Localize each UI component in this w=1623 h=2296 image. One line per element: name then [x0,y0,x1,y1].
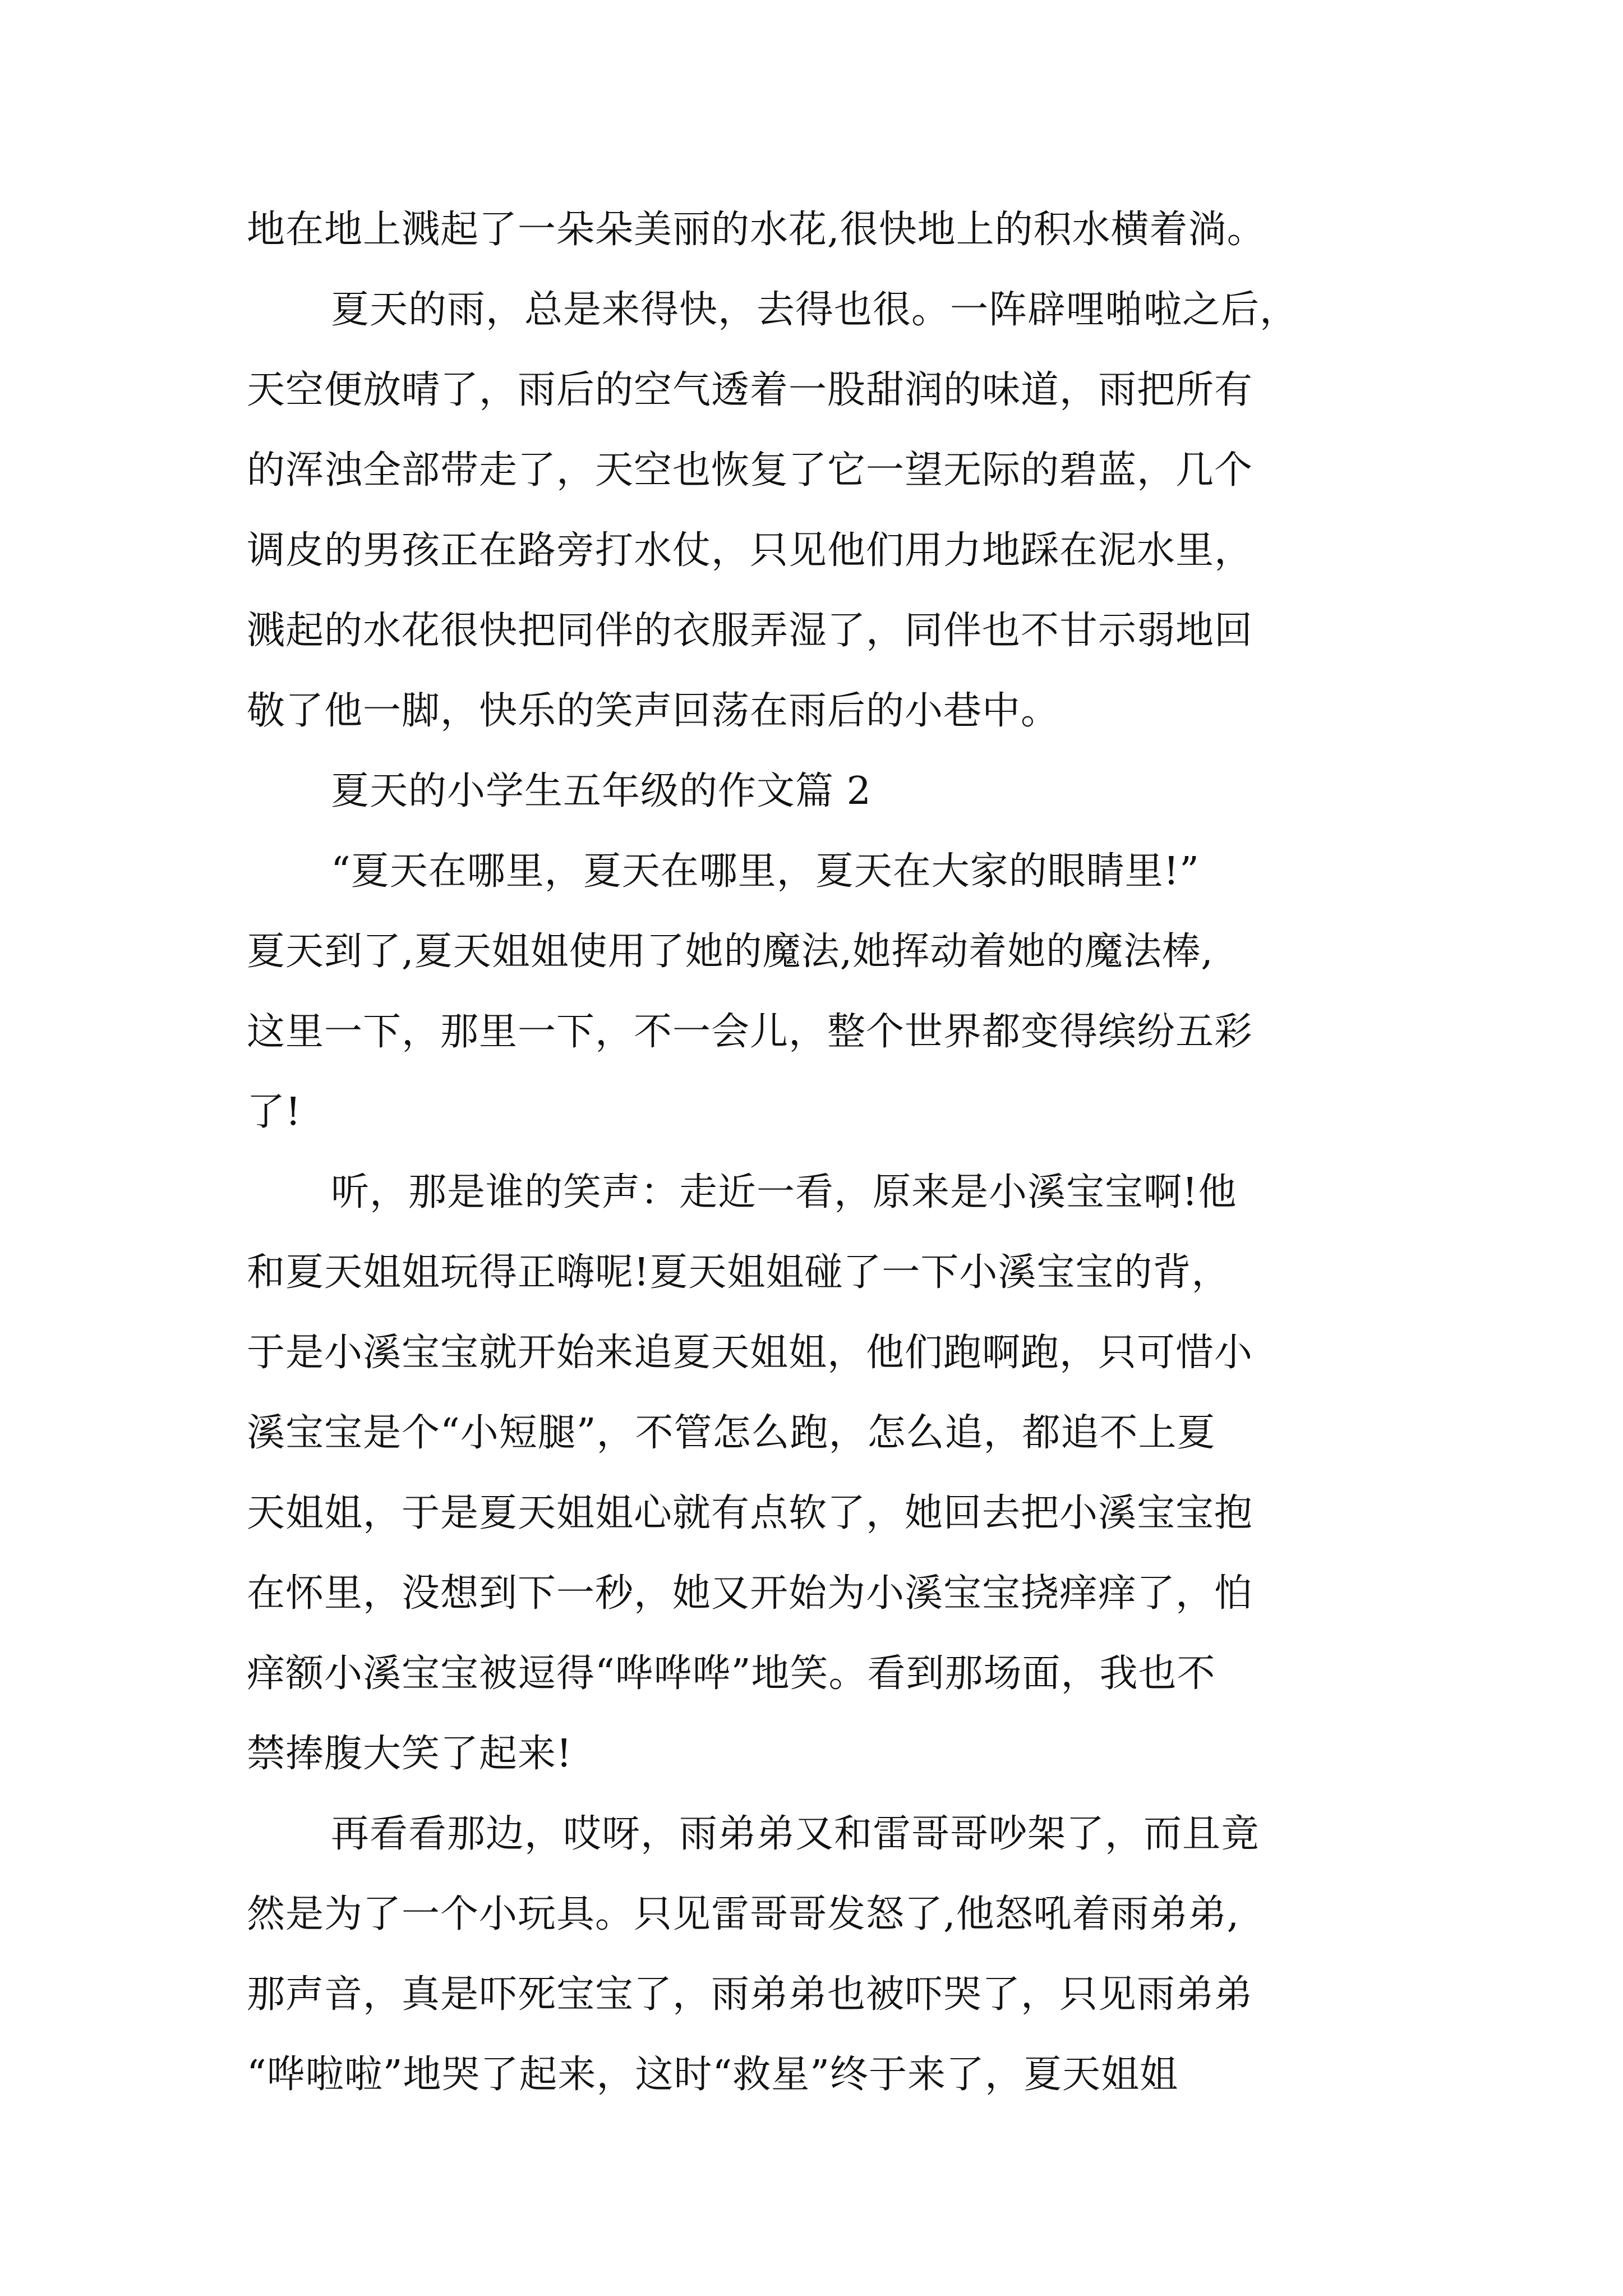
paragraph-line: 和夏天姐姐玩得正嗨呢!夏天姐姐碰了一下小溪宝宝的背， [247,1250,1230,1295]
paragraph-line: 了! [247,1090,302,1134]
paragraph-line: 溅起的水花很快把同伴的衣服弄湿了，同伴也不甘示弱地回 [247,609,1253,653]
paragraph-line: 地在地上溅起了一朵朵美丽的水花,很快地上的积水横着淌。 [247,208,1266,252]
paragraph-line: 天姐姐，于是夏天姐姐心就有点软了，她回去把小溪宝宝抱 [247,1491,1253,1535]
paragraph-line: “夏天在哪里，夏天在哪里，夏天在大家的眼睛里!” [331,849,1200,894]
paragraph-line: 在怀里，没想到下一秒，她又开始为小溪宝宝挠痒痒了，怕 [247,1571,1253,1616]
section-heading: 夏天的小学生五年级的作文篇 2 [331,769,872,813]
paragraph-line: 调皮的男孩正在路旁打水仗，只见他们用力地踩在泥水里， [247,528,1253,573]
paragraph-line: 禁捧腹大笑了起来! [247,1732,573,1776]
paragraph-line: 于是小溪宝宝就开始来追夏天姐姐，他们跑啊跑，只可惜小 [247,1331,1253,1375]
paragraph-line: 这里一下，那里一下，不一会儿，整个世界都变得缤纷五彩 [247,1010,1253,1054]
paragraph-line: 然是为了一个小玩具。只见雷哥哥发怒了,他怒吼着雨弟弟, [247,1892,1240,1936]
paragraph-line: 敬了他一脚，快乐的笑声回荡在雨后的小巷中。 [247,689,1060,733]
paragraph-line: 天空便放晴了，雨后的空气透着一股甜润的味道，雨把所有 [247,368,1253,412]
paragraph-line: 再看看那边，哎呀，雨弟弟又和雷哥哥吵架了，而且竟 [331,1812,1260,1856]
paragraph-line: 夏天到了,夏天姐姐使用了她的魔法,她挥动着她的魔法棒, [247,930,1214,974]
paragraph-line: 痒额小溪宝宝被逗得“哗哗哗”地笑。看到那场面，我也不 [247,1651,1216,1696]
paragraph-line: “哗啦啦”地哭了起来，这时“救星”终于来了，夏天姐姐 [247,2053,1179,2097]
paragraph-line: 听，那是谁的笑声：走近一看，原来是小溪宝宝啊!他 [331,1170,1237,1214]
paragraph-line: 夏天的雨，总是来得快，去得也很。一阵辟哩啪啦之后， [331,288,1299,332]
paragraph-line: 的浑浊全部带走了，天空也恢复了它一望无际的碧蓝，几个 [247,448,1253,493]
paragraph-line: 溪宝宝是个“小短腿”，不管怎么跑，怎么追，都追不上夏 [247,1411,1216,1455]
paragraph-line: 那声音，真是吓死宝宝了，雨弟弟也被吓哭了，只见雨弟弟 [247,1972,1253,2017]
